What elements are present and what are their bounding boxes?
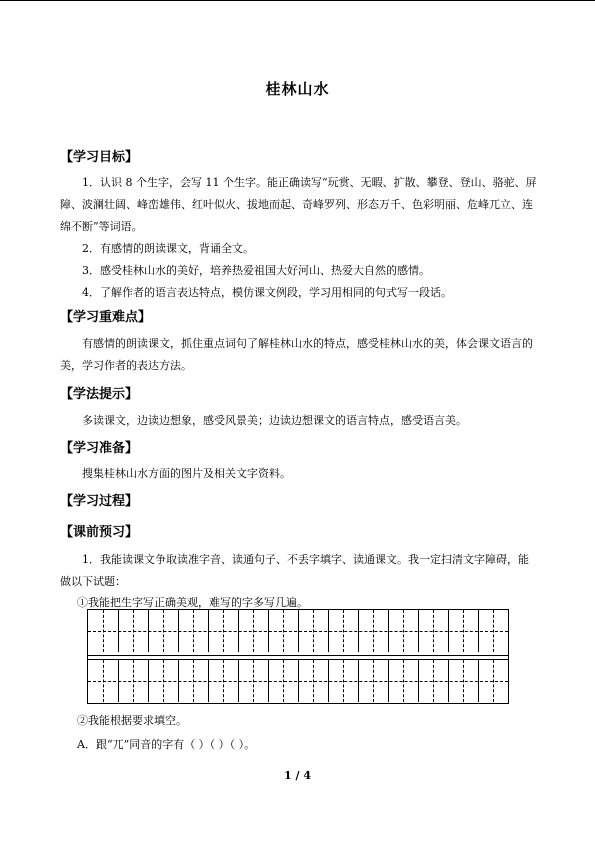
section-heading-preview: 【课前预习】 — [60, 525, 139, 540]
goal-item-3: 3．感受桂林山水的美好，培养热爱祖国大好河山、热爱大自然的感情。 — [82, 264, 430, 277]
writing-grid[interactable] — [87, 609, 509, 704]
section-heading-prep: 【学习准备】 — [60, 441, 139, 456]
preview-item-1: 1．我能读课文争取读准字音、读通句子、不丢字填字、读通课文。我一定扫清文字障碍，能做以下试题： — [60, 553, 529, 588]
grid-row-2 — [88, 660, 508, 702]
grid-guide — [88, 631, 508, 632]
subitem-2: ②我能根据要求填空。 — [77, 714, 187, 727]
section-heading-goals: 【学习目标】 — [60, 150, 139, 165]
section-heading-method: 【学法提示】 — [60, 387, 139, 402]
top-rule — [0, 0, 595, 1]
method-text: 多读课文，边读边想象，感受风景美；边读边想课文的语言特点，感受语言美。 — [82, 414, 467, 427]
page-number: 1 / 4 — [284, 769, 311, 782]
keypoints-text: 有感情的朗读课文，抓住重点词句了解桂林山水的特点，感受桂林山水的美，体会课文语言的美，学习作者的表达方法。 — [60, 337, 533, 372]
grid-row-1 — [88, 610, 508, 652]
prep-text: 搜集桂林山水方面的图片及相关文字资料。 — [82, 467, 291, 480]
grid-divider — [88, 655, 508, 656]
grid-guide — [88, 681, 508, 682]
fill-line-a: A．跟“兀”同音的字有（ ）（ ）（ ）。 — [77, 738, 256, 751]
goal-item-2: 2．有感情的朗读课文，背诵全文。 — [82, 242, 254, 255]
subitem-1: ①我能把生字写正确美观，难写的字多写几遍。 — [77, 596, 308, 609]
page-title: 桂林山水 — [265, 80, 330, 98]
section-heading-process: 【学习过程】 — [60, 494, 139, 509]
goal-item-1: 1．认识 8 个生字，会写 11 个生字。能正确读写“玩赏、无暇、扩散、攀登、登山、骆驼、屏障、波澜壮阔、峰峦雄伟、红叶似火、拔地而起、奇峰罗列、形态万千、色彩明丽、危峰兀立、连绵不断”等词语。 — [60, 176, 537, 233]
goal-item-4: 4．了解作者的语言表达特点，模仿课文例段，学习用相同的句式写一段话。 — [82, 286, 452, 299]
section-heading-keypoints: 【学习重难点】 — [60, 310, 152, 325]
